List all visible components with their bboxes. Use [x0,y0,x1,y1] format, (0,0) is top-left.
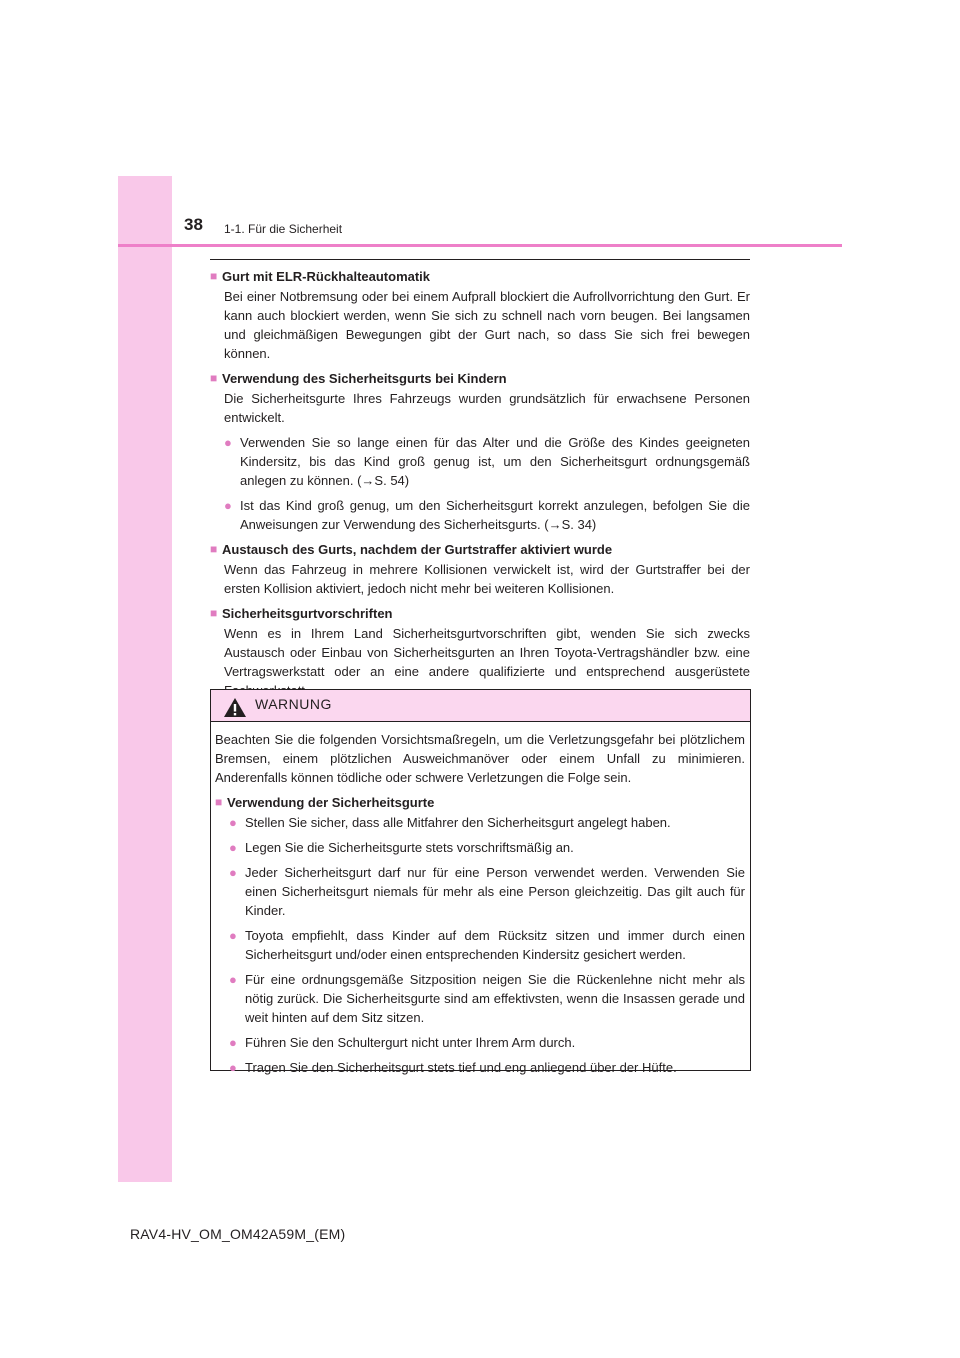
paragraph-austausch: Wenn das Fahrzeug in mehrere Kollisionen verwickelt ist, wird der Gurtstraffer bei der ersten Kollision aktiviert, jedoch nicht mehr bei weiteren Kollisionen. [224,562,750,596]
circle-bullet-icon: ● [229,1060,237,1075]
square-bullet-icon: ■ [210,542,218,556]
list-item: ● Toyota empfiehlt, dass Kinder auf dem Rücksitz sitzen und immer durch einen Sicherheitsgurt und/oder einen entsprechenden Kindersitz gesichert werden. [229,928,745,962]
circle-bullet-icon: ● [224,498,232,513]
circle-bullet-icon: ● [229,928,237,943]
heading-kinder: ■ Verwendung des Sicherheitsgurts bei Kindern [210,371,507,386]
warning-body [211,722,750,1077]
warning-header [211,690,750,722]
paragraph-kinder: Die Sicherheitsgurte Ihres Fahrzeugs wurden grundsätzlich für erwachsene Personen entwickelt. [224,391,750,425]
circle-bullet-icon: ● [224,435,232,450]
list-item: ● Für eine ordnungsgemäße Sitzposition neigen Sie die Rückenlehne nicht mehr als nötig zurück. Die Sicherheitsgurte sind am effektivsten, wenn die Insassen gerade und weit hinten auf dem Sitz sitzen. [229,972,745,1025]
header-rule [118,244,842,247]
circle-bullet-icon: ● [229,1035,237,1050]
list-item: ● Stellen Sie sicher, dass alle Mitfahrer den Sicherheitsgurt angelegt haben. [229,815,671,830]
square-bullet-icon: ■ [210,269,218,283]
footer-model-code: RAV4-HV_OM_OM42A59M_(EM) [130,1226,346,1242]
side-bar [118,176,172,1182]
square-bullet-icon: ■ [215,795,223,809]
list-item: ● Tragen Sie den Sicherheitsgurt stets tief und eng anliegend über der Hüfte. [229,1060,677,1075]
content-top-rule [210,259,750,260]
heading-vorschriften: ■ Sicherheitsgurtvorschriften [210,606,393,621]
warning-box [210,689,751,1075]
warning-label: WARNUNG [255,696,332,712]
square-bullet-icon: ■ [210,606,218,620]
warning-heading: ■ Verwendung der Sicherheitsgurte [215,795,435,810]
circle-bullet-icon: ● [229,840,237,855]
heading-austausch: ■ Austausch des Gurts, nachdem der Gurtstraffer aktiviert wurde [210,542,613,557]
list-item: ● Führen Sie den Schultergurt nicht unter Ihrem Arm durch. [229,1035,576,1050]
circle-bullet-icon: ● [229,815,237,830]
main-content [210,267,750,706]
list-item: ● Legen Sie die Sicherheitsgurte stets vorschriftsmäßig an. [229,840,574,855]
list-item: ● Ist das Kind groß genug, um den Sicherheitsgurt korrekt anzulegen, befolgen Sie die Anweisungen zur Verwendung des Sicherheitsgurts. (→S. 34) [224,498,750,532]
circle-bullet-icon: ● [229,865,237,880]
list-item: ● Jeder Sicherheitsgurt darf nur für eine Person verwendet werden. Verwenden Sie einen Sicherheitsgurt niemals für mehr als eine Person gleichzeitig. Das gilt auch für Kinder. [229,865,745,918]
paragraph-vorschriften: Wenn es in Ihrem Land Sicherheitsgurtvorschriften gibt, wenden Sie sich zwecks Austausch oder Einbau von Sicherheitsgurten an Ihren Toyota-Vertragshändler bzw. eine Vertragswerkstatt oder an eine andere qualifizierte und entsprechend ausgerüstete [224,626,750,679]
paragraph-elr: Bei einer Notbremsung oder bei einem Aufprall blockiert die Aufrollvorrichtung den Gurt. Er kann auch blockiert werden, wenn Sie sich zu schnell nach vorn beugen. Bei langsamen und gleichmäßigen Bewegungen gibt der Gurt nach, so dass Sie sich frei bewegen können. [224,289,750,361]
list-item: ● Verwenden Sie so lange einen für das Alter und die Größe des Kindes geeigneten Kindersitz, bis das Kind groß genug ist, um den Sicherheitsgurt ordnungsgemäß anlegen zu können. (→S. 54) [224,435,750,488]
heading-elr: ■ Gurt mit ELR-Rückhalteautomatik [210,269,431,284]
page-number: 38 [184,215,203,234]
section-title: 1-1. Für die Sicherheit [224,222,343,236]
warning-intro: Beachten Sie die folgenden Vorsichtsmaßregeln, um die Verletzungsgefahr bei plötzlichem Bremsen, einem plötzlichen Ausweichmanöver oder einem Unfall zu minimieren. Anderenfalls können tödliche oder schwere Verletzungen die Folge sein. [215,732,745,785]
warning-triangle-icon [223,697,247,718]
square-bullet-icon: ■ [210,371,218,385]
circle-bullet-icon: ● [229,972,237,987]
